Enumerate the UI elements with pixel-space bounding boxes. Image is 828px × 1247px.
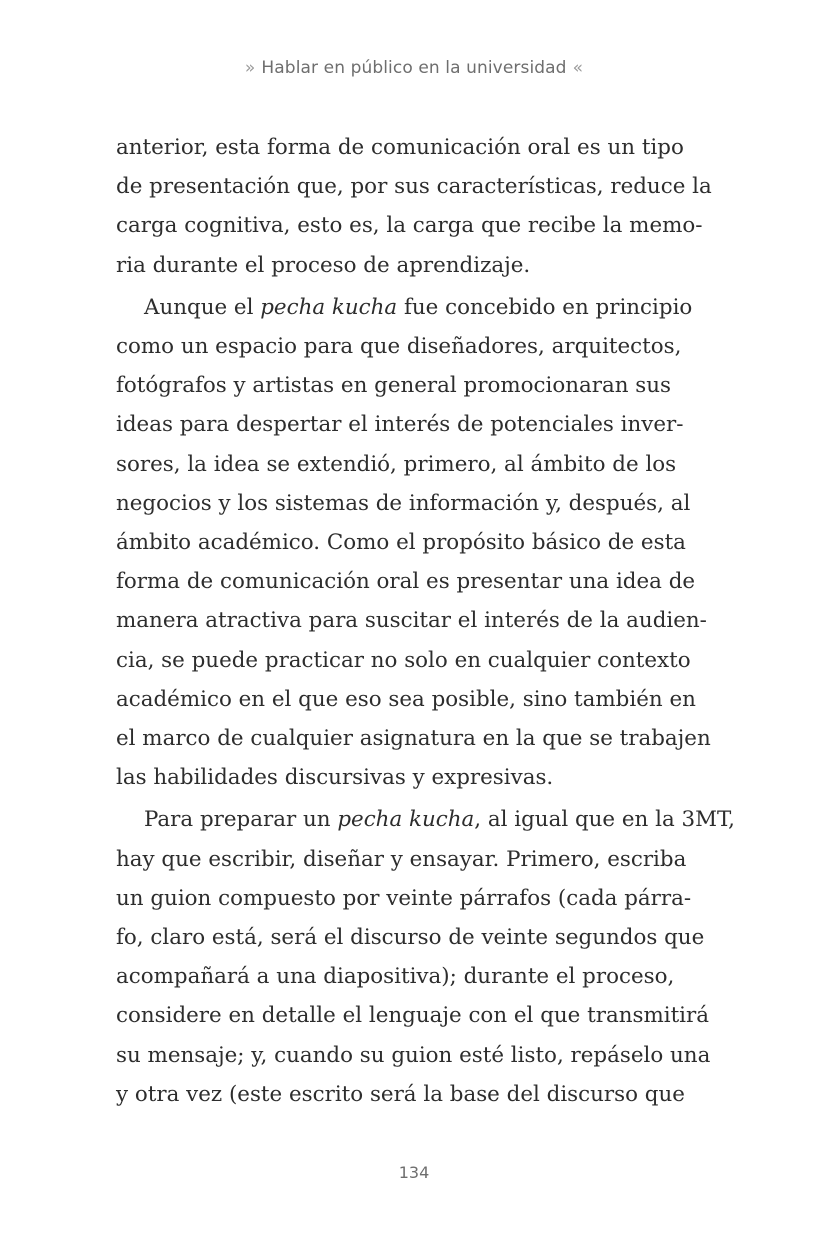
text-line: hay que escribir, diseñar y ensayar. Primero, escriba <box>116 846 687 872</box>
text-run: Aunque el <box>144 294 261 320</box>
header-close-mark: « <box>572 58 584 78</box>
text-line: y otra vez (este escrito será la base del discurso que <box>116 1081 685 1107</box>
text-line: cia, se puede practicar no solo en cualquier contexto <box>116 647 691 673</box>
header-title: Hablar en público en la universidad <box>261 58 567 78</box>
italic-term: pecha kucha <box>260 294 398 320</box>
text-line: considere en detalle el lenguaje con el que transmitirá <box>116 1003 709 1029</box>
text-run: fue concebido en principio <box>397 294 693 320</box>
text-line: carga cognitiva, esto es, la carga que recibe la memo- <box>116 213 703 239</box>
text-line: manera atractiva para suscitar el interés de la audien- <box>116 608 707 634</box>
text-line: fotógrafos y artistas en general promocionaran sus <box>116 373 672 399</box>
body-text <box>116 128 735 1114</box>
text-line: forma de comunicación oral es presentar una idea de <box>116 569 696 595</box>
text-line: como un espacio para que diseñadores, arquitectos, <box>116 334 682 360</box>
text-line: el marco de cualquier asignatura en la que se trabajen <box>116 726 711 752</box>
text-line: acompañará a una diapositiva); durante el proceso, <box>116 964 675 990</box>
text-run: Para preparar un <box>144 807 338 833</box>
header-open-mark: » <box>244 58 256 78</box>
text-line: ámbito académico. Como el propósito básico de esta <box>116 530 686 556</box>
text-line: las habilidades discursivas y expresivas. <box>116 765 554 791</box>
text-line: negocios y los sistemas de información y, después, al <box>116 490 691 516</box>
text-line: ideas para despertar el interés de potenciales inver- <box>116 412 684 438</box>
text-line: académico en el que eso sea posible, sino también en <box>116 686 696 712</box>
paragraph-2 <box>116 288 711 798</box>
text-line: de presentación que, por sus características, reduce la <box>116 174 712 200</box>
text-run: , al igual que en la 3MT, <box>474 807 735 833</box>
text-line: su mensaje; y, cuando su guion esté listo, repáselo una <box>116 1042 711 1068</box>
running-header <box>0 58 828 78</box>
text-line: sores, la idea se extendió, primero, al ámbito de los <box>116 451 677 477</box>
text-line: un guion compuesto por veinte párrafos (cada párra- <box>116 885 692 911</box>
paragraph-3 <box>116 800 735 1114</box>
text-line: anterior, esta forma de comunicación oral es un tipo <box>116 135 684 160</box>
paragraph-1 <box>116 128 712 285</box>
text-line <box>116 288 693 327</box>
text-line <box>116 800 735 839</box>
text-line: fo, claro está, será el discurso de veinte segundos que <box>116 925 705 951</box>
italic-term: pecha kucha <box>337 807 475 833</box>
page-number: 134 <box>398 1163 430 1182</box>
text-line: ria durante el proceso de aprendizaje. <box>116 252 531 278</box>
